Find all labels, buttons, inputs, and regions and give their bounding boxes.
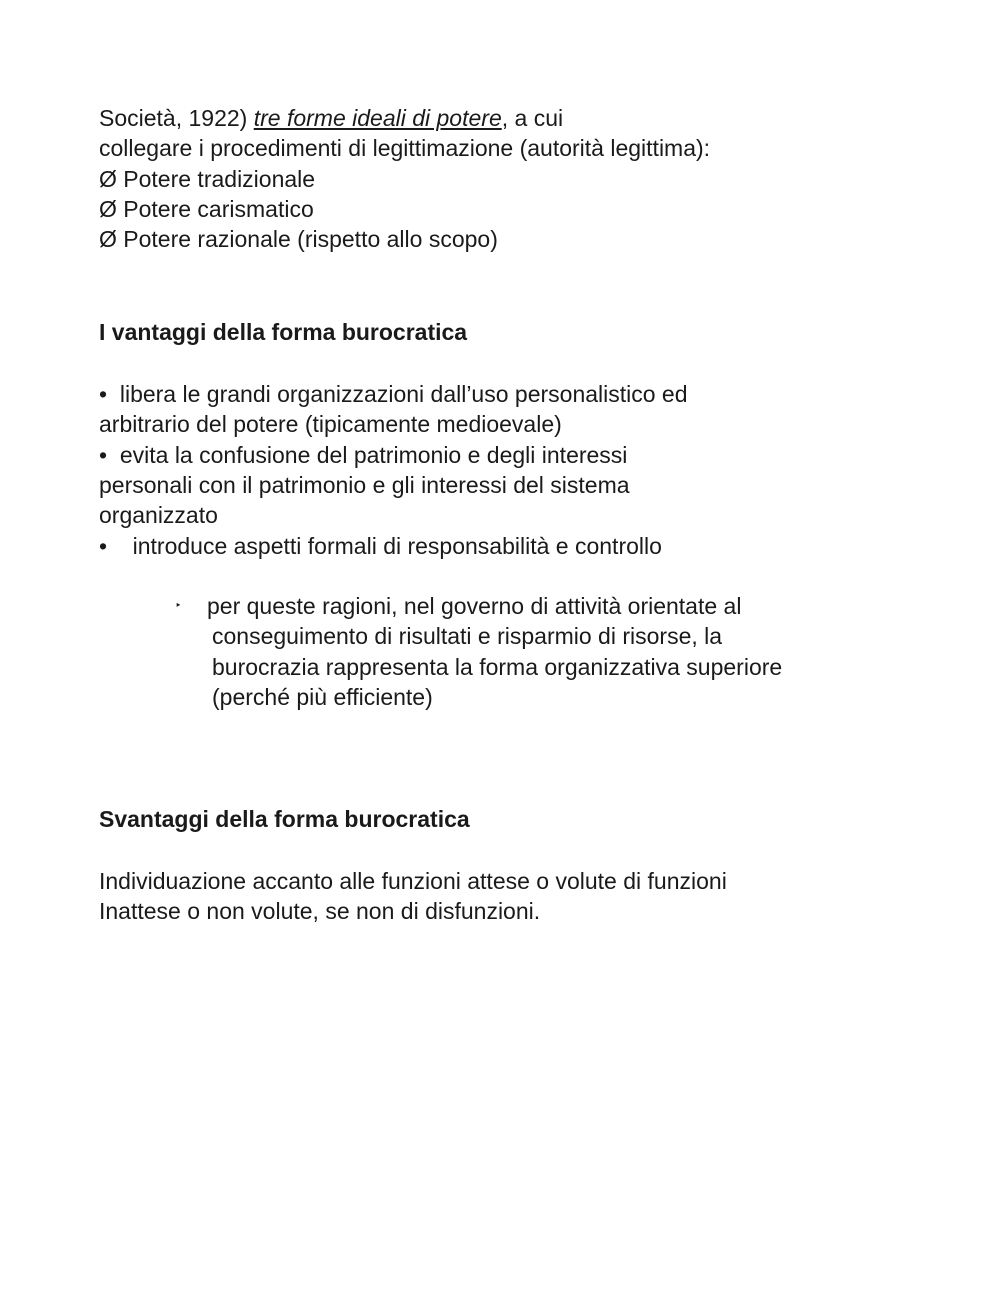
triangle-bullet-icon: ‣ bbox=[175, 600, 182, 612]
arrow-bullet-icon: Ø bbox=[99, 226, 117, 252]
sub-item-line: (perché più efficiente) bbox=[212, 684, 433, 710]
intro-text: , a cui bbox=[501, 105, 564, 131]
sub-item-line: burocrazia rappresenta la forma organizzativa superiore bbox=[212, 654, 783, 680]
power-label: Potere razionale (rispetto allo scopo) bbox=[123, 226, 498, 252]
advantage-text: evita la confusione del patrimonio e degli interessi bbox=[119, 442, 628, 468]
sub-item-line: per queste ragioni, nel governo di attività orientate al bbox=[207, 593, 742, 619]
power-label: Potere carismatico bbox=[123, 196, 314, 222]
intro-line-1 bbox=[99, 103, 563, 133]
advantage-text: introduce aspetti formali di responsabilità e controllo bbox=[132, 533, 662, 559]
advantage-text: libera le grandi organizzazioni dall’uso personalistico ed bbox=[119, 381, 688, 407]
intro-line-2: collegare i procedimenti di legittimazione (autorità legittima): bbox=[99, 135, 711, 161]
emphasized-term: tre forme ideali di potere bbox=[253, 105, 502, 131]
power-item bbox=[99, 194, 314, 224]
section-heading-advantages: I vantaggi della forma burocratica bbox=[99, 319, 468, 345]
bullet-icon: • bbox=[99, 533, 108, 559]
arrow-bullet-icon: Ø bbox=[99, 166, 117, 192]
advantage-item-2-cont: organizzato bbox=[99, 502, 218, 528]
disadvantage-line: Inattese o non volute, se non di disfunzioni. bbox=[99, 898, 541, 924]
advantage-item-2 bbox=[99, 440, 627, 470]
power-item bbox=[99, 224, 498, 254]
power-item bbox=[99, 164, 315, 194]
advantage-item-1-cont: arbitrario del potere (tipicamente medioevale) bbox=[99, 411, 562, 437]
disadvantage-line: Individuazione accanto alle funzioni attese o volute di funzioni bbox=[99, 868, 727, 894]
arrow-bullet-icon: Ø bbox=[99, 196, 117, 222]
power-label: Potere tradizionale bbox=[123, 166, 316, 192]
advantage-item-2-cont: personali con il patrimonio e gli interessi del sistema bbox=[99, 472, 630, 498]
bullet-icon: • bbox=[99, 442, 108, 468]
section-heading-disadvantages: Svantaggi della forma burocratica bbox=[99, 806, 470, 832]
advantage-item-3 bbox=[99, 531, 662, 561]
bullet-icon: • bbox=[99, 381, 108, 407]
sub-item-line: conseguimento di risultati e risparmio di risorse, la bbox=[212, 623, 723, 649]
advantage-item-1 bbox=[99, 379, 688, 409]
intro-text: Società, 1922) bbox=[99, 105, 254, 131]
